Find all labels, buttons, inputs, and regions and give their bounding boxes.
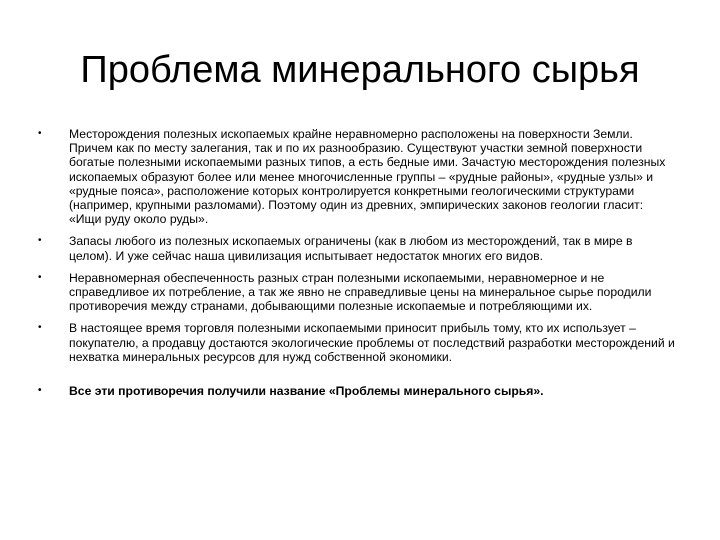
bullet-text: Запасы любого из полезных ископаемых ограничены (как в любом из месторождений, так в мире в целом). И уже сейчас наша цивилизация испытывает недостаток многих его видов. [69,234,633,263]
bullet-icon: • [38,271,42,283]
bullet-text: Все эти противоречия получили название «Проблемы минерального сырья». [69,384,544,399]
bullet-text: Месторождения полезных ископаемых крайне неравномерно расположены на поверхности Земли. Причем как по месту залегания, так и по их разнообразию. Существуют участки земной поверхности богатые полезными ископаемыми разных типов, а есть бедные ими. Зачастую месторождения полезных ископаемых образуют более или менее многочисленные группы – «рудные районы», «рудные узлы» и «рудные пояса», расположение которых контролируется конкретными геологическими структурами (например, крупными разломами). Поэтому один из древних, эмпирических законов геологии гласит: «Ищи руду около руды». [69,127,666,227]
bullet-list [38,127,678,398]
bullet-icon: • [38,322,42,334]
bullet-item-deposits [38,127,678,226]
bullet-icon: • [38,385,42,397]
bullet-item-conclusion [38,384,678,398]
slide-title: Проблема минерального сырья [80,49,640,91]
bullet-text: В настоящее время торговля полезными ископаемыми приносит прибыль тому, кто их использует – покупателю, а продавцу достаются экологические проблемы от последствий разработки месторождений и нехватка минеральных ресурсов для нужд собственной экономики. [69,321,675,364]
bullet-text: Неравномерная обеспеченность разных стран полезными ископаемыми, неравномерное и не справедливое их потребление, а так же явно не справедливые цены на минеральное сырье породили противоречия между странами, добывающими полезные ископаемые и потребляющими их. [69,270,652,314]
bullet-icon: • [38,235,42,247]
bullet-item-trade [38,321,678,364]
bullet-icon: • [38,128,42,139]
bullet-item-uneven-supply [38,271,678,314]
bullet-item-reserves [38,234,678,262]
